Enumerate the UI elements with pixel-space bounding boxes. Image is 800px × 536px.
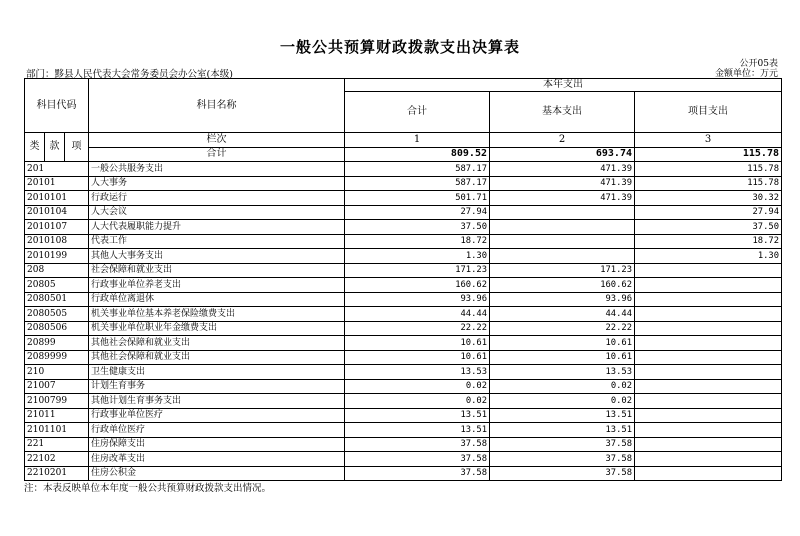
header-code: 科目代码 — [25, 79, 89, 133]
table-row — [25, 365, 782, 380]
row-name: 代表工作 — [89, 234, 345, 249]
row-basic: 0.02 — [490, 394, 635, 409]
row-code: 21007 — [25, 379, 89, 394]
header-kuan: 款 — [45, 133, 65, 162]
header-project: 项目支出 — [635, 92, 782, 133]
table-row — [25, 394, 782, 409]
total-row-basic: 693.74 — [490, 147, 635, 162]
row-project — [635, 437, 782, 452]
row-total: 160.62 — [345, 278, 490, 293]
table-row — [25, 452, 782, 467]
row-basic: 160.62 — [490, 278, 635, 293]
row-basic: 471.39 — [490, 162, 635, 177]
row-name: 行政单位医疗 — [89, 423, 345, 438]
row-project: 115.78 — [635, 176, 782, 191]
row-name: 社会保障和就业支出 — [89, 263, 345, 278]
row-total: 1.30 — [345, 249, 490, 264]
department-label: 部门：黟县人民代表大会常务委员会办公室(本级) — [26, 69, 233, 80]
row-name: 一般公共服务支出 — [89, 162, 345, 177]
row-code: 2010107 — [25, 220, 89, 235]
row-total: 10.61 — [345, 350, 490, 365]
row-code: 2101101 — [25, 423, 89, 438]
row-total: 587.17 — [345, 176, 490, 191]
table-row — [25, 263, 782, 278]
row-total: 501.71 — [345, 191, 490, 206]
row-code: 2089999 — [25, 350, 89, 365]
row-project — [635, 379, 782, 394]
row-code: 2010104 — [25, 205, 89, 220]
row-total: 37.58 — [345, 466, 490, 481]
table-row — [25, 437, 782, 452]
row-code: 2080505 — [25, 307, 89, 322]
row-project — [635, 336, 782, 351]
row-basic — [490, 220, 635, 235]
row-name: 机关事业单位职业年金缴费支出 — [89, 321, 345, 336]
row-basic: 171.23 — [490, 263, 635, 278]
table-row — [25, 191, 782, 206]
table-row — [25, 379, 782, 394]
row-total: 37.58 — [345, 437, 490, 452]
row-project — [635, 321, 782, 336]
row-project — [635, 394, 782, 409]
row-project — [635, 452, 782, 467]
row-project: 27.94 — [635, 205, 782, 220]
row-code: 208 — [25, 263, 89, 278]
row-basic: 10.61 — [490, 336, 635, 351]
table-row — [25, 278, 782, 293]
row-project — [635, 278, 782, 293]
row-name: 卫生健康支出 — [89, 365, 345, 380]
row-total: 10.61 — [345, 336, 490, 351]
row-code: 22102 — [25, 452, 89, 467]
row-basic — [490, 234, 635, 249]
table-row — [25, 336, 782, 351]
row-total: 0.02 — [345, 379, 490, 394]
row-basic: 37.58 — [490, 466, 635, 481]
row-code: 2010199 — [25, 249, 89, 264]
row-total: 13.53 — [345, 365, 490, 380]
col-index-1: 1 — [345, 133, 490, 148]
row-basic — [490, 205, 635, 220]
row-basic — [490, 249, 635, 264]
row-name: 行政单位离退休 — [89, 292, 345, 307]
table-row — [25, 162, 782, 177]
row-project: 37.50 — [635, 220, 782, 235]
row-total: 0.02 — [345, 394, 490, 409]
row-project — [635, 307, 782, 322]
row-basic: 13.51 — [490, 423, 635, 438]
row-name: 机关事业单位基本养老保险缴费支出 — [89, 307, 345, 322]
form-number: 公开05表 — [739, 59, 778, 69]
col-index-2: 2 — [490, 133, 635, 148]
table-row — [25, 321, 782, 336]
footnote: 注：本表反映单位本年度一般公共预算财政拨款支出情况。 — [24, 483, 272, 494]
row-code: 201 — [25, 162, 89, 177]
row-project — [635, 263, 782, 278]
row-basic: 44.44 — [490, 307, 635, 322]
row-project — [635, 365, 782, 380]
row-basic: 93.96 — [490, 292, 635, 307]
row-project — [635, 423, 782, 438]
row-project: 115.78 — [635, 162, 782, 177]
row-project — [635, 408, 782, 423]
row-name: 其他社会保障和就业支出 — [89, 350, 345, 365]
col-index-3: 3 — [635, 133, 782, 148]
table-row — [25, 292, 782, 307]
header-basic: 基本支出 — [490, 92, 635, 133]
row-total: 93.96 — [345, 292, 490, 307]
row-project: 30.32 — [635, 191, 782, 206]
header-xiang: 项 — [65, 133, 89, 162]
row-name: 住房保障支出 — [89, 437, 345, 452]
table-row — [25, 249, 782, 264]
row-total: 22.22 — [345, 321, 490, 336]
row-name: 人大会议 — [89, 205, 345, 220]
header-lanci: 栏次 — [89, 133, 345, 148]
row-code: 21011 — [25, 408, 89, 423]
row-basic: 13.51 — [490, 408, 635, 423]
row-project — [635, 292, 782, 307]
row-basic: 13.53 — [490, 365, 635, 380]
row-project: 1.30 — [635, 249, 782, 264]
row-project — [635, 350, 782, 365]
row-name: 计划生育事务 — [89, 379, 345, 394]
row-name: 住房改革支出 — [89, 452, 345, 467]
header-lei: 类 — [25, 133, 45, 162]
row-name: 行政事业单位养老支出 — [89, 278, 345, 293]
row-basic: 10.61 — [490, 350, 635, 365]
unit-label: 金额单位：万元 — [714, 69, 778, 79]
row-total: 13.51 — [345, 408, 490, 423]
row-basic: 471.39 — [490, 176, 635, 191]
report-title: 一般公共预算财政拨款支出决算表 — [279, 38, 520, 56]
row-total: 18.72 — [345, 234, 490, 249]
expenditure-table — [24, 78, 782, 481]
row-total: 27.94 — [345, 205, 490, 220]
row-basic: 0.02 — [490, 379, 635, 394]
header-current-year: 本年支出 — [345, 79, 782, 92]
row-basic: 37.58 — [490, 437, 635, 452]
row-basic: 471.39 — [490, 191, 635, 206]
row-total: 13.51 — [345, 423, 490, 438]
row-name: 其他人大事务支出 — [89, 249, 345, 264]
row-name: 其他计划生育事务支出 — [89, 394, 345, 409]
table-row — [25, 307, 782, 322]
table-row — [25, 205, 782, 220]
row-name: 行政事业单位医疗 — [89, 408, 345, 423]
row-code: 2100799 — [25, 394, 89, 409]
row-total: 587.17 — [345, 162, 490, 177]
row-code: 2210201 — [25, 466, 89, 481]
row-project — [635, 466, 782, 481]
total-row-label: 合计 — [89, 147, 345, 162]
table-row — [25, 466, 782, 481]
table-row — [25, 220, 782, 235]
table-row — [25, 350, 782, 365]
row-code: 20805 — [25, 278, 89, 293]
row-basic: 22.22 — [490, 321, 635, 336]
row-code: 2080501 — [25, 292, 89, 307]
table-row — [25, 234, 782, 249]
row-code: 2010101 — [25, 191, 89, 206]
row-total: 44.44 — [345, 307, 490, 322]
row-name: 住房公积金 — [89, 466, 345, 481]
row-code: 20101 — [25, 176, 89, 191]
row-total: 37.58 — [345, 452, 490, 467]
row-name: 人大代表履职能力提升 — [89, 220, 345, 235]
header-total: 合计 — [345, 92, 490, 133]
row-total: 37.50 — [345, 220, 490, 235]
row-project: 18.72 — [635, 234, 782, 249]
header-name: 科目名称 — [89, 79, 345, 133]
table-row — [25, 423, 782, 438]
total-row-total: 809.52 — [345, 147, 490, 162]
row-basic: 37.58 — [490, 452, 635, 467]
row-code: 2010108 — [25, 234, 89, 249]
row-code: 2080506 — [25, 321, 89, 336]
row-name: 行政运行 — [89, 191, 345, 206]
row-name: 人大事务 — [89, 176, 345, 191]
row-code: 20899 — [25, 336, 89, 351]
table-row — [25, 408, 782, 423]
row-code: 210 — [25, 365, 89, 380]
total-row-project: 115.78 — [635, 147, 782, 162]
row-total: 171.23 — [345, 263, 490, 278]
table-row — [25, 176, 782, 191]
row-name: 其他社会保障和就业支出 — [89, 336, 345, 351]
row-code: 221 — [25, 437, 89, 452]
